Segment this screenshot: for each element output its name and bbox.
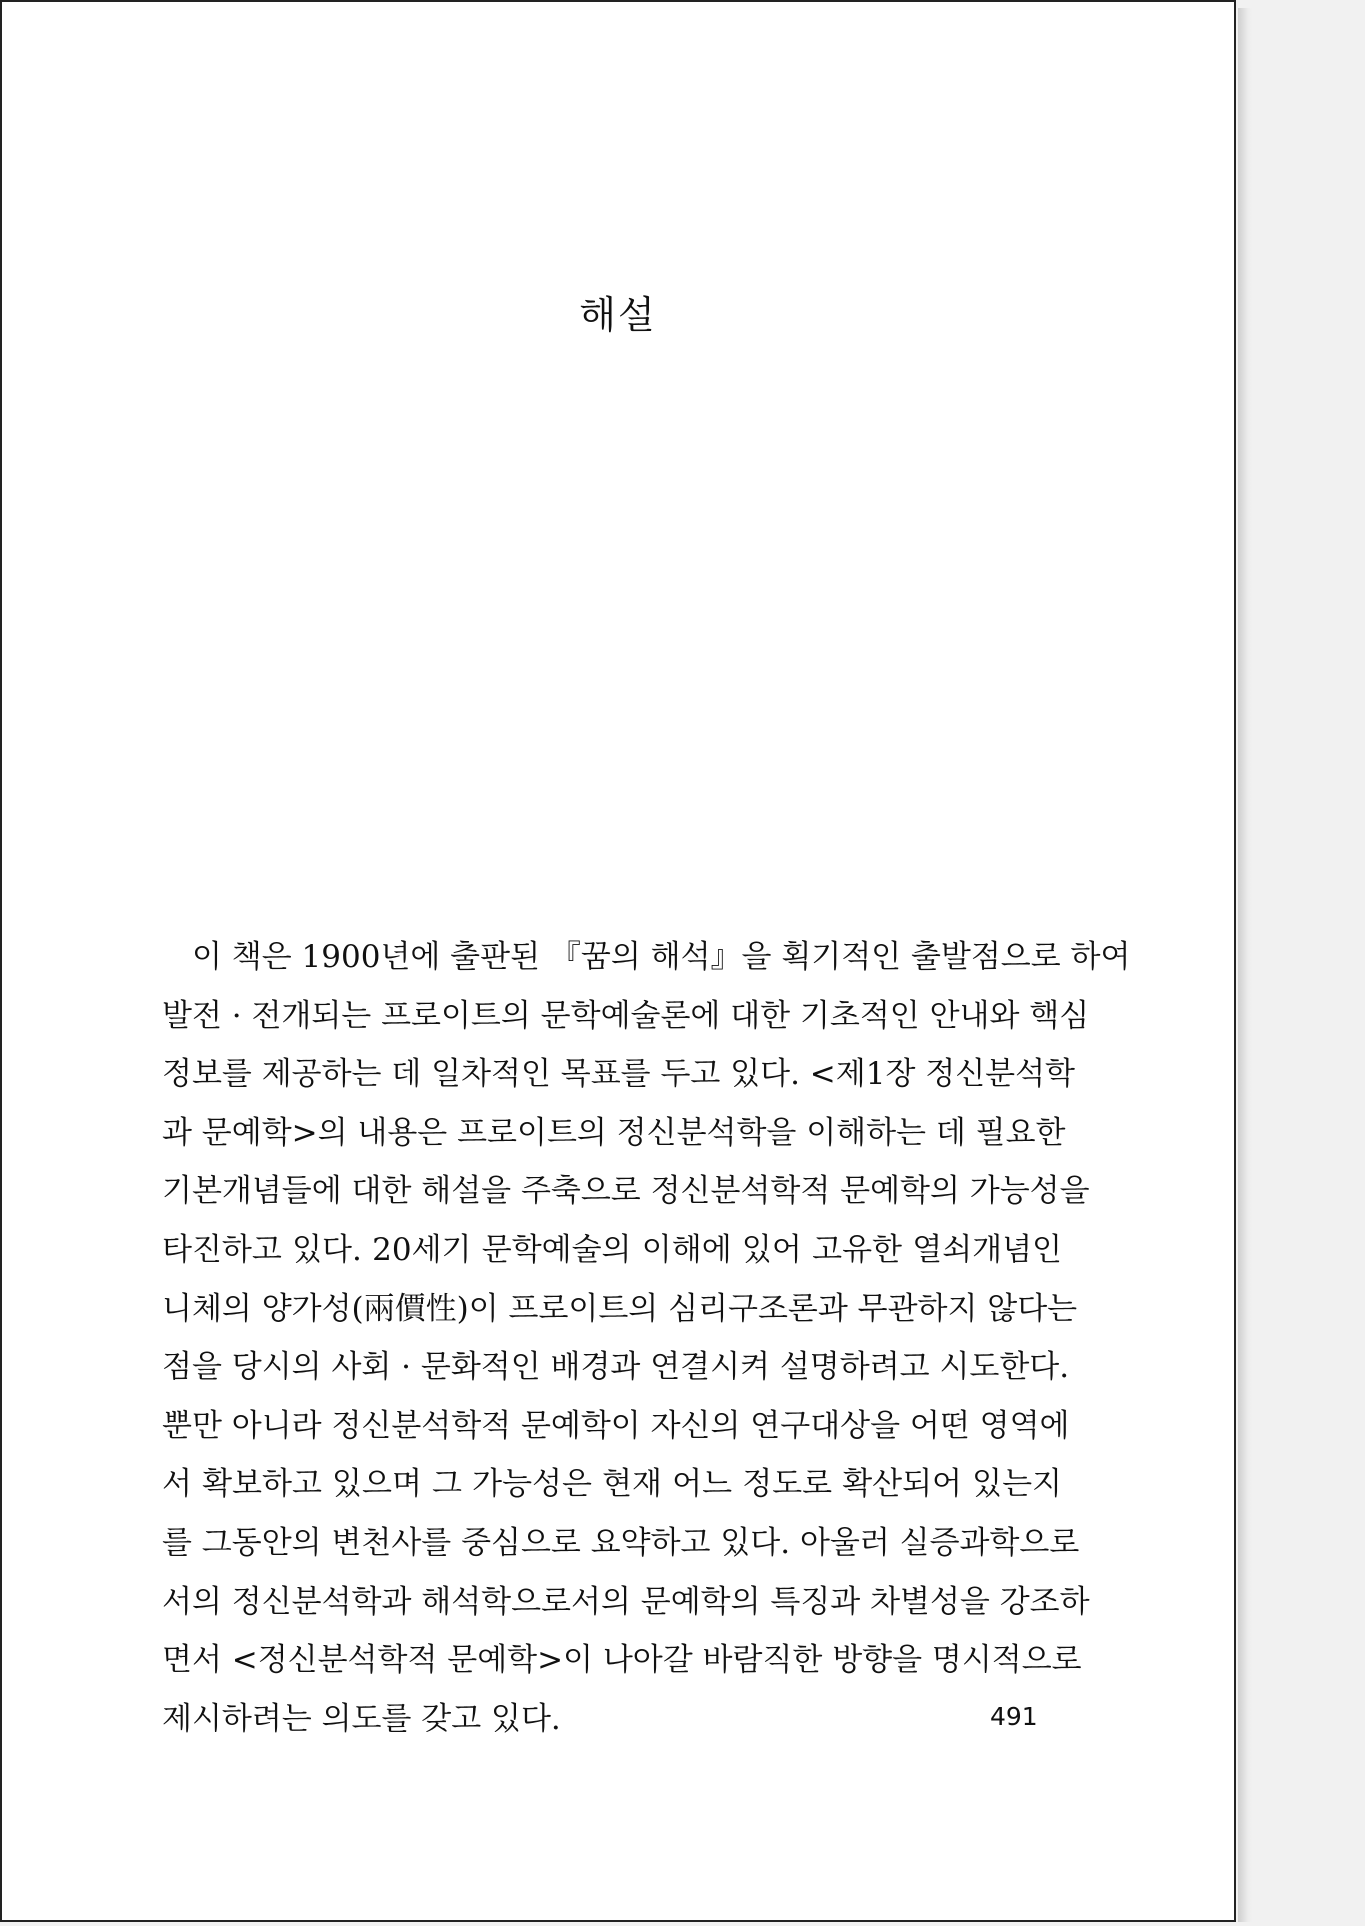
body-paragraph — [162, 937, 1131, 1757]
page-number: 491 — [990, 1702, 1038, 1731]
text-line: 니체의 양가성(兩價性)이 프로이트의 심리구조론과 무관하지 않다는 — [162, 1290, 1078, 1327]
chapter-title: 해설 — [579, 293, 657, 337]
text-line: 기본개념들에 대한 해설을 주축으로 정신분석학적 문예학의 가능성을 — [162, 1173, 1090, 1210]
text-line: 이 책은 1900년에 출판된 『꿈의 해석』을 획기적인 출발점으로 하여 — [192, 939, 1131, 975]
page-edge-shadow — [1238, 8, 1252, 1922]
text-line: 타진하고 있다. 20세기 문학예술의 이해에 있어 고유한 열쇠개념인 — [162, 1231, 1062, 1268]
text-line: 뿐만 아니라 정신분석학적 문예학이 자신의 연구대상을 어떤 영역에 — [162, 1407, 1070, 1444]
text-line: 발전 · 전개되는 프로이트의 문학예술론에 대한 기초적인 안내와 핵심 — [162, 997, 1090, 1034]
text-line: 정보를 제공하는 데 일차적인 목표를 두고 있다. <제1장 정신분석학 — [162, 1056, 1075, 1093]
text-line: 면서 <정신분석학적 문예학>이 나아갈 바람직한 방향을 명시적으로 — [162, 1642, 1082, 1679]
text-line: 과 문예학>의 내용은 프로이트의 정신분석학을 이해하는 데 필요한 — [162, 1114, 1066, 1151]
text-line: 서의 정신분석학과 해석학으로서의 문예학의 특징과 차별성을 강조하 — [162, 1583, 1090, 1620]
text-line: 제시하려는 의도를 갖고 있다. — [162, 1700, 561, 1737]
text-line: 를 그동안의 변천사를 중심으로 요약하고 있다. 아울러 실증과학으로 — [162, 1524, 1080, 1561]
text-line: 점을 당시의 사회 · 문화적인 배경과 연결시켜 설명하려고 시도한다. — [162, 1349, 1070, 1386]
text-line: 서 확보하고 있으며 그 가능성은 현재 어느 정도로 확산되어 있는지 — [162, 1466, 1062, 1503]
